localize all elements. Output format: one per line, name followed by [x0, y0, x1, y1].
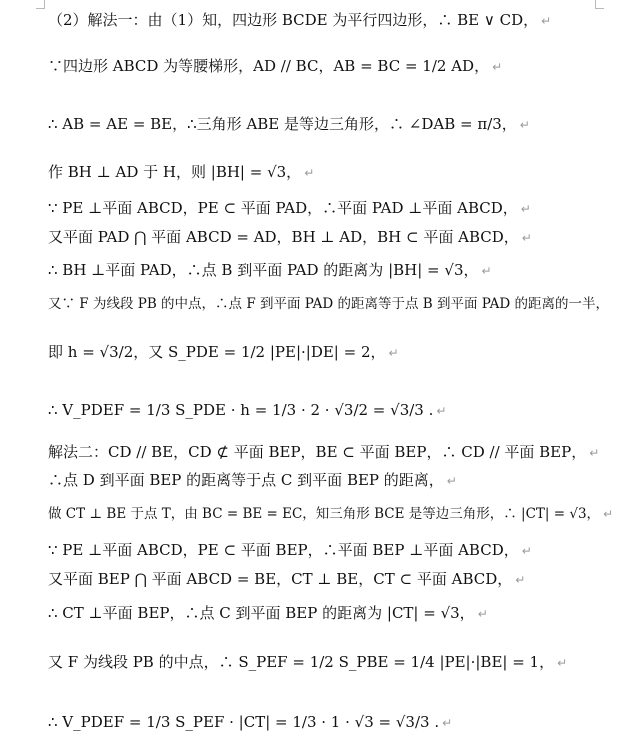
line-text: 解法二：CD // BE，CD ⊄ 平面 BEP，BE ⊂ 平面 BEP，∴ CD // 平面 BEP， — [48, 443, 587, 461]
paragraph-mark: ↵ — [557, 656, 568, 670]
solution-line — [48, 342, 626, 363]
solution-line — [48, 198, 626, 219]
line-text: ∴ V_PDEF = 1/3 S_PDE · h = 1/3 · 2 · √3/2 = √3/3 . — [48, 401, 434, 419]
line-text: 做 CT ⊥ BE 于点 T，由 BC = BE = EC，知三角形 BCE 是等边三角形，∴ |CT| = √3， — [48, 506, 601, 522]
solution-line — [48, 162, 626, 183]
paragraph-mark: ↵ — [388, 346, 399, 360]
solution-line — [48, 260, 626, 281]
paragraph-mark: ↵ — [521, 231, 532, 245]
paragraph-mark: ↵ — [515, 573, 526, 587]
solution-line — [48, 652, 626, 673]
paragraph-mark: ↵ — [442, 716, 453, 730]
solution-line — [48, 504, 626, 524]
page-corner-mark-left — [36, 0, 45, 9]
solution-line — [48, 294, 626, 314]
line-text: ∵ PE ⊥平面 ABCD，PE ⊂ 平面 BEP，∴平面 BEP ⊥平面 ABCD， — [48, 541, 519, 559]
solution-line — [48, 603, 626, 624]
paragraph-mark: ↵ — [589, 446, 600, 460]
paragraph-mark: ↵ — [519, 118, 530, 132]
paragraph-mark: ↵ — [521, 544, 532, 558]
line-text: （2）解法一：由（1）知，四边形 BCDE 为平行四边形，∴ BE ∨ CD， — [48, 11, 539, 29]
line-text: ∴点 D 到平面 BEP 的距离等于点 C 到平面 BEP 的距离， — [48, 471, 444, 489]
line-text: 即 h = √3/2，又 S_PDE = 1/2 |PE|·|DE| = 2， — [48, 343, 386, 361]
paragraph-mark: ↵ — [436, 404, 447, 418]
solution-line — [48, 470, 626, 491]
solution-line — [48, 712, 626, 733]
line-text: ∴ BH ⊥平面 PAD，∴点 B 到平面 PAD 的距离为 |BH| = √3， — [48, 261, 479, 279]
solution-line — [48, 56, 626, 77]
solution-line — [48, 569, 626, 590]
paragraph-mark: ↵ — [520, 202, 531, 216]
line-text: 又 F 为线段 PB 的中点，∴ S_PEF = 1/2 S_PBE = 1/4 |PE|·|BE| = 1， — [48, 653, 555, 671]
paragraph-mark: ↵ — [603, 507, 614, 521]
solution-line — [48, 400, 626, 421]
line-text: 又∵ F 为线段 PB 的中点，∴点 F 到平面 PAD 的距离等于点 B 到平面 PAD 的距离的一半， — [48, 296, 609, 312]
paragraph-mark: ↵ — [304, 166, 315, 180]
page-corner-mark-right — [595, 0, 604, 9]
line-text: 作 BH ⊥ AD 于 H，则 |BH| = √3， — [48, 163, 302, 181]
paragraph-mark: ↵ — [481, 264, 492, 278]
solution-line — [48, 10, 626, 31]
paragraph-mark: ↵ — [492, 60, 503, 74]
solution-line — [48, 442, 626, 463]
solution-line — [48, 227, 626, 248]
line-text: ∴ CT ⊥平面 BEP，∴点 C 到平面 BEP 的距离为 |CT| = √3， — [48, 604, 475, 622]
line-text: ∵四边形 ABCD 为等腰梯形，AD // BC，AB = BC = 1/2 AD， — [48, 57, 490, 75]
paragraph-mark: ↵ — [541, 14, 552, 28]
solution-line — [48, 114, 626, 135]
line-text: ∵ PE ⊥平面 ABCD，PE ⊂ 平面 PAD，∴平面 PAD ⊥平面 ABCD， — [48, 199, 518, 217]
line-text: 又平面 PAD ⋂ 平面 ABCD = AD，BH ⊥ AD，BH ⊂ 平面 ABCD， — [48, 228, 519, 246]
line-text: 又平面 BEP ⋂ 平面 ABCD = BE，CT ⊥ BE，CT ⊂ 平面 ABCD， — [48, 570, 513, 588]
line-text: ∴ AB = AE = BE，∴三角形 ABE 是等边三角形，∴ ∠DAB = π/3， — [48, 115, 517, 133]
paragraph-mark: ↵ — [446, 474, 457, 488]
line-text: ∴ V_PDEF = 1/3 S_PEF · |CT| = 1/3 · 1 · √3 = √3/3 . — [48, 713, 440, 731]
solution-line — [48, 540, 626, 561]
paragraph-mark: ↵ — [477, 607, 488, 621]
